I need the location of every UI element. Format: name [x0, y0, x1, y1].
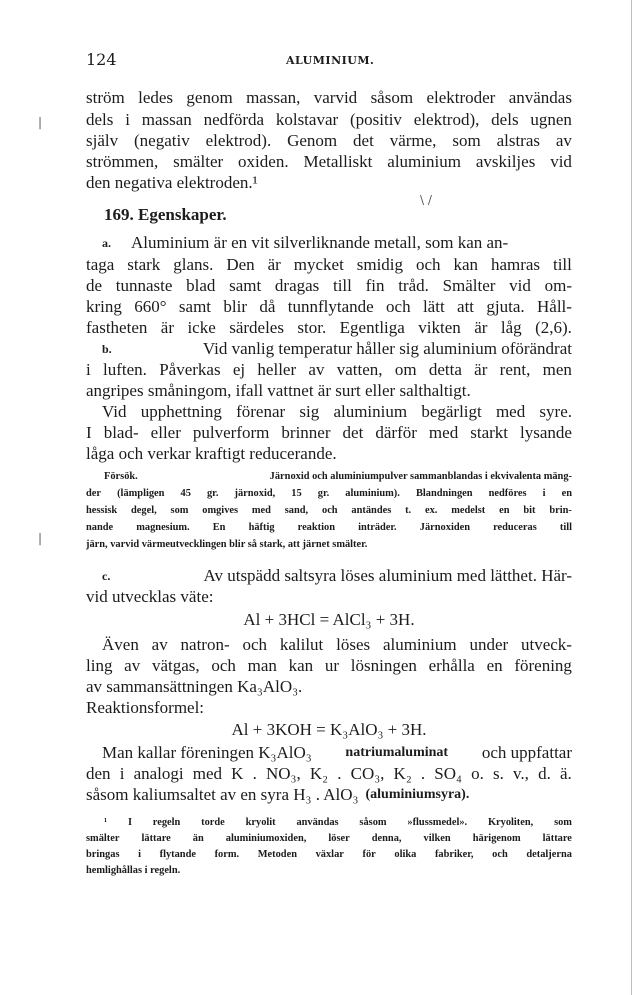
footnote-line-3: bringas i flytande form. Metoden växlar för olika fabriker, och detaljerna	[86, 849, 572, 860]
equation-1: Al + 3HCl = AlCl₃ + 3H.	[243, 610, 415, 629]
section-heading: 169. Egenskaper.	[104, 205, 227, 224]
margin-mark: \ /	[420, 193, 432, 207]
experiment-line-1	[104, 470, 572, 483]
para-b-line-2: i luften. Påverkas ej heller av vatten, om detta är rent, men	[86, 360, 572, 379]
running-title: ALUMINIUM.	[286, 54, 375, 67]
equation-2: Al + 3KOH = K₃AlO₃ + 3H.	[231, 720, 427, 739]
intro-line-2: dels i massan nedförda kolstavar (positiv elektrod), dels ugnen	[86, 110, 572, 129]
footnote-line-1: ¹ I regeln torde kryolit användas såsom »flussmedel». Kryoliten, som	[104, 817, 572, 828]
para-c-label: c.	[102, 569, 111, 583]
final-line-3	[86, 785, 572, 805]
page-header	[86, 50, 572, 72]
para-heat-line-2: I blad- eller pulverform brinner det därför med starkt lysande	[86, 423, 572, 442]
para-a-label: a.	[102, 236, 111, 250]
para-b-text-1: Vid vanlig temperatur håller sig aluminium oförändrat	[202, 339, 572, 358]
para-c2-line-2: ling av vätgas, och man kan ur lösningen erhålla en förening	[86, 656, 572, 675]
para-c2-line-3: av sammansättningen Ka₃AlO₃.	[86, 677, 303, 696]
footnote-line-2: smälter lättare än aluminiumoxiden, löser denna, vilken härigenom lättare	[86, 833, 572, 844]
page-number: 124	[86, 50, 117, 69]
final-line-2: den i analogi med K . NO₃, K₂ . CO₃, K₂ . SO₄ o. s. v., d. ä.	[86, 764, 572, 783]
experiment-line-4: nande magnesium. En häftig reaktion inträder. Järnoxiden reduceras till	[86, 522, 572, 533]
experiment-line-2: der (lämpligen 45 gr. järnoxid, 15 gr. aluminium). Blandningen nedföres i en	[86, 488, 572, 499]
final-line-1-b: och uppfattar	[481, 743, 572, 762]
formula-label: Reaktionsformel:	[86, 698, 205, 717]
intro-line-4: strömmen, smälter oxiden. Metalliskt aluminium avskiljes vid	[86, 152, 572, 171]
intro-line-5: den negativa elektroden.¹	[86, 173, 258, 192]
para-heat-line-3: låga och verkar kraftigt reducerande.	[86, 444, 337, 463]
para-b-line-1	[102, 339, 572, 359]
para-a-line-5: fastheten är icke särdeles stor. Egentliga vikten är låg (2,6).	[86, 318, 572, 337]
term-natriumaluminat: natriumaluminat	[345, 745, 449, 760]
footnote-line-4: hemlighållas i regeln.	[86, 865, 181, 876]
para-heat-line-1: Vid upphettning förenar sig aluminium begärligt med syre.	[102, 402, 572, 421]
experiment-text-1: Järnoxid och aluminiumpulver sammanblandas i ekvivalenta mäng-	[269, 471, 572, 482]
term-aluminiumsyra: (aluminiumsyra).	[365, 787, 470, 802]
para-c-text-1: Av utspädd saltsyra löses aluminium med lätthet. Här-	[203, 566, 572, 585]
para-b-line-3: angripes småningom, ifall vattnet är surt eller salthaltigt.	[86, 381, 471, 400]
para-c2-line-1: Även av natron- och kalilut löses aluminium under utveck-	[102, 635, 572, 654]
experiment-line-5: järn, varvid värmeutvecklingen blir så stark, att järnet smälter.	[86, 539, 368, 550]
para-b-label: b.	[102, 342, 112, 356]
para-c-line-1	[102, 566, 572, 586]
para-a-line-2: taga stark glans. Den är mycket smidig och kan hamras till	[86, 255, 572, 274]
experiment-label: Försök.	[104, 471, 138, 482]
margin-mark: |	[38, 115, 43, 129]
para-a-line-4: kring 660° samt blir då tunnflytande och lätt att gjuta. Håll-	[86, 297, 572, 316]
final-line-1-a: Man kallar föreningen K₃AlO₃	[102, 743, 312, 762]
para-a-text-1: Aluminium är en vit silverliknande metall, som kan an-	[131, 233, 509, 252]
para-c-line-2: vid utvecklas väte:	[86, 587, 214, 606]
para-a-line-3: de tunnaste blad samt dragas till fin tråd. Smälter vid om-	[86, 276, 572, 295]
experiment-line-3: hessisk degel, som omgives med sand, och antändes t. ex. medelst en bit brin-	[86, 505, 572, 516]
intro-line-1: ström ledes genom massan, varvid såsom elektroder användas	[86, 88, 572, 107]
para-a-line-1	[102, 233, 572, 253]
margin-mark: |	[38, 531, 43, 545]
final-line-3-a: såsom kaliumsaltet av en syra H₃ . AlO₃	[86, 785, 359, 804]
intro-line-3: själv (negativ elektrod). Genom det värme, som alstras av	[86, 131, 572, 150]
final-line-1	[102, 743, 572, 763]
